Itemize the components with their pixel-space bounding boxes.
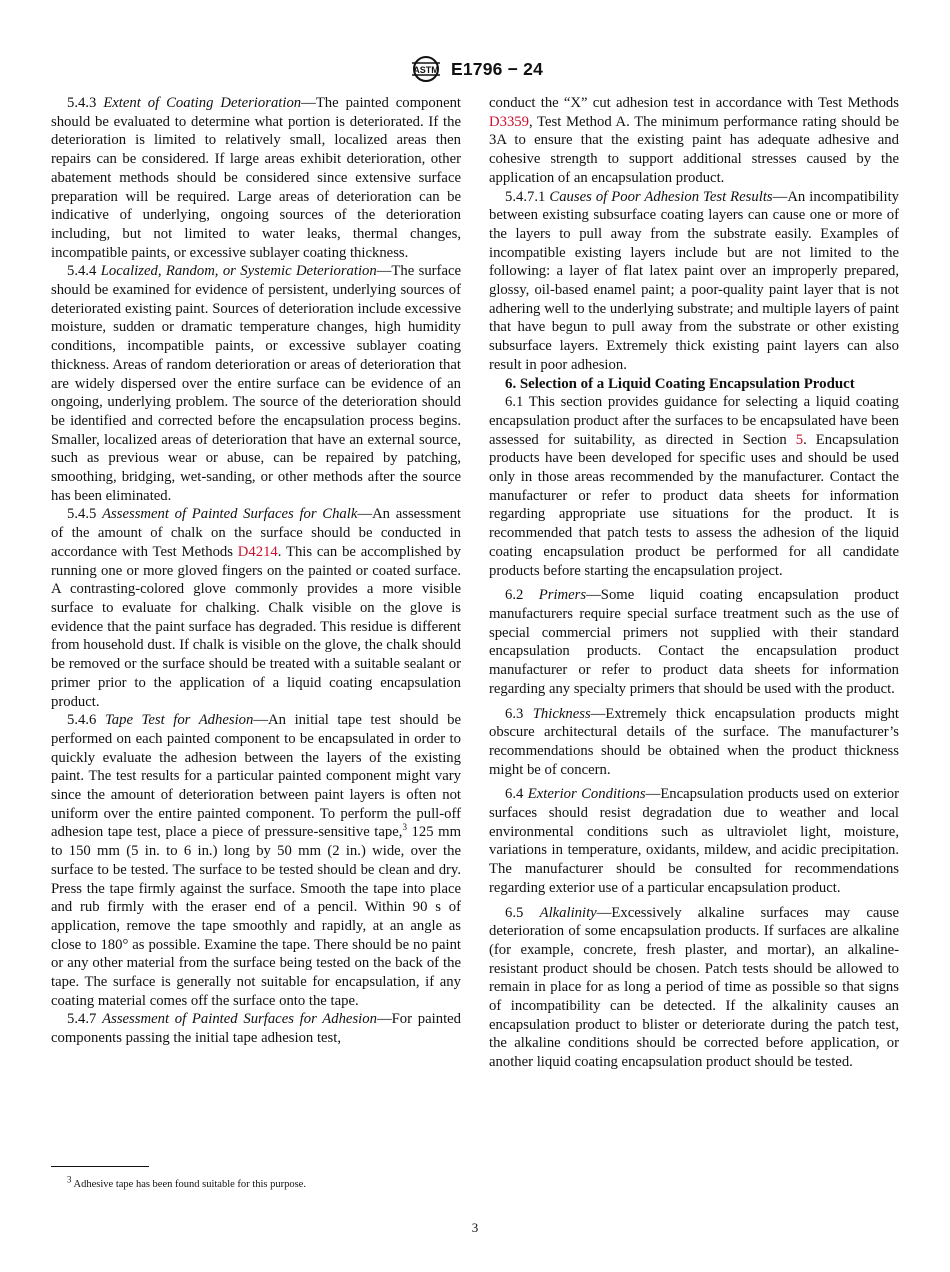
link-d3359[interactable]: D3359: [489, 113, 529, 130]
link-d4214[interactable]: D4214: [237, 543, 278, 560]
paragraph-6-5: 6.5 Alkalinity—Excessively alkaline surfaces may cause deterioration of some encapsulation products. If surfaces are alkaline (for example, concrete, fresh plaster, and mortar), an alkaline-resistant product should be chosen. Patch tests should be allowed to remain in place for as long a period of time as possible so that signs of incompatibility can be detected. If the alkalinity causes an encapsulation product to blister or deteriorate during the patch test, the alkaline conditions should be corrected before application, or another liquid coating encapsulation product should be tested.: [489, 904, 899, 1071]
footnote-ref[interactable]: 3: [402, 822, 407, 833]
page-number: 3: [471, 1220, 479, 1235]
paragraph-5-4-7-1: 5.4.7.1 Causes of Poor Adhesion Test Results—An incompatibility between existing subsurface coating layers can cause one or more of the layers to pull away from the substrate easily. Examples of incompatible existing layers include but are not limited to the following: a layer of flat latex paint over an improperly prepared, glossy, oil-based enamel paint; a poor-quality paint layer that is not adhering well to the underlying substrate; and multiple layers of paint that have begun to pull away from the substrate or other existing subsurface layers. Extremely thick existing paint layers can also result in poor adhesion.: [489, 188, 900, 373]
footnote-3: $^3$ Adhesive tape has been found suitable for this purpose.: [67, 1174, 306, 1190]
link-section-5[interactable]: 5: [795, 431, 804, 448]
footnote-divider: [51, 1166, 149, 1167]
paragraph-6-4: 6.4 Exterior Conditions—Encapsulation products used on exterior surfaces should resist degradation due to weather and local environmental conditions such as ultraviolet light, moisture, variations in temperature, oxidants, mildew, and acidic precipitation. The manufacturer should be consulted for recommendations regarding exterior use of a particular encapsulation product.: [489, 786, 900, 896]
paragraph-5-4-6: 5.4.6 Tape Test for Adhesion—An initial tape test should be performed on each painted component to be encapsulated in order to quickly evaluate the adhesion between the layers of the existing paint. The test results for a particular painted component might vary since the amount of deterioration between paint layers is often not uniform over the entire painted component. To perform the pull-off adhesion tape test, place a piece of pressure-sensitive tape,$^3$ 125 mm to 150 mm (5 in. to 6 in.) long by 50 mm (2 in.) wide, over the surface to be tested. The surface to be tested should be clean and dry. Press the tape firmly against the surface. Smooth the tape into place and rub firmly with the eraser end of a pencil. Within 90 s of application, remove the tape smoothly and rapidly, at an angle as close to 180° as possible. Examine the tape. There should be no paint or any other material from the surface being tested on the back of the tape. The surface is generally not suitable for encapsulation, if any coating material comes off the surface onto the tape.: [51, 712, 461, 1009]
paragraph-5-4-4: 5.4.4 Localized, Random, or Systemic Deterioration—The surface should be examined for evidence of persistent, underlying sources of deteriorated existing paint. Sources of deterioration include excessive moisture, sudden or dramatic temperature changes, high humidity conditions, incompatible paints, or excessive sublayer coating thickness. Areas of random deterioration or areas of deterioration that are widely dispersed over the entire surface can be evidence of an ongoing, underlying problem. The source of the deterioration should be identified and corrected before the encapsulation process begins. Smaller, localized areas of deterioration that have an external source, such as previous wear or abuse, can be repaired by patching, smoothing, bridging, wet-sanding, or other methods after the source has been eliminated.: [51, 263, 461, 504]
paragraph-6-2: 6.2 Primers—Some liquid coating encapsulation product manufacturers require special surface treatment such as the use of special commercial primers not supplied with their standard encapsulation products. Contact the encapsulation product manufacturer or refer to product data sheets for information regarding any specialty primers that should be used with the product.: [489, 587, 900, 697]
paragraph-6-1: 6.1 This section provides guidance for selecting a liquid coating encapsulation product after the surfaces to be encapsulated have been assessed for suitability, as directed in Section 5. Encapsulation products have been developed for specific uses and should be used only in those areas recommended by the manufacturer. Contact the manufacturer or refer to product data sheets for information regarding appropriate use situations for the product. It is recommended that patch tests to assess the adhesion of the liquid coating encapsulation product be performed for all candidate products before starting the encapsulation project.: [489, 394, 899, 579]
astm-logo-icon: [407, 54, 445, 84]
paragraph-5-4-5: 5.4.5 Assessment of Painted Surfaces for Chalk—An assessment of the amount of chalk on the surface should be conducted in accordance with Test Methods D4214. This can be accomplished by running one or more gloved fingers on the painted or coated surface. A contrasting-colored glove commonly provides a more visible surface to evaluate for chalking. Chalk visible on the glove is evidence that the paint surface has degraded. This residue is different from household dust. If chalk is visible on the glove, the chalk should be removed or the surface should be treated with a suitable sealant or primer prior to the application of a liquid coating encapsulation product.: [51, 506, 461, 710]
paragraph-6-3: 6.3 Thickness—Extremely thick encapsulation products might obscure architectural details of the surface. The manufacturer’s recommendations should be obtained when the product thickness might be of concern.: [489, 705, 899, 778]
section-6-heading: 6. Selection of a Liquid Coating Encapsulation Product: [505, 375, 855, 392]
page-header: [0, 52, 950, 86]
paragraph-5-4-7: 5.4.7 Assessment of Painted Surfaces for Adhesion—For painted components passing the initial tape adhesion test,: [51, 1011, 462, 1047]
right-column: [489, 94, 899, 1072]
svg-text:ASTM: ASTM: [413, 65, 439, 75]
document-id: E1796 − 24: [450, 58, 543, 79]
paragraph-5-4-3: 5.4.3 Extent of Coating Deterioration—The painted component should be evaluated to determine what portion is deteriorated. If the deterioration is limited to relatively small, localized areas then repairs can be considered. If large areas exhibit deterioration, other abatement methods should be considered since extensive surface preparation will be required. Large areas of deterioration can be indicative of underlying, ongoing sources of the deterioration including, but not limited to water leaks, thermal changes, incompatible paints, or excessive sublayer coating thickness.: [51, 95, 462, 261]
paragraph-5-4-7-continued: conduct the “X” cut adhesion test in accordance with Test Methods D3359, Test Method A. The minimum performance rating should be 3A to ensure that the existing paint has adequate adhesive and cohesive strength to support additional stresses caused by the application of an encapsulation product.: [489, 95, 899, 186]
left-column: [51, 94, 461, 1048]
